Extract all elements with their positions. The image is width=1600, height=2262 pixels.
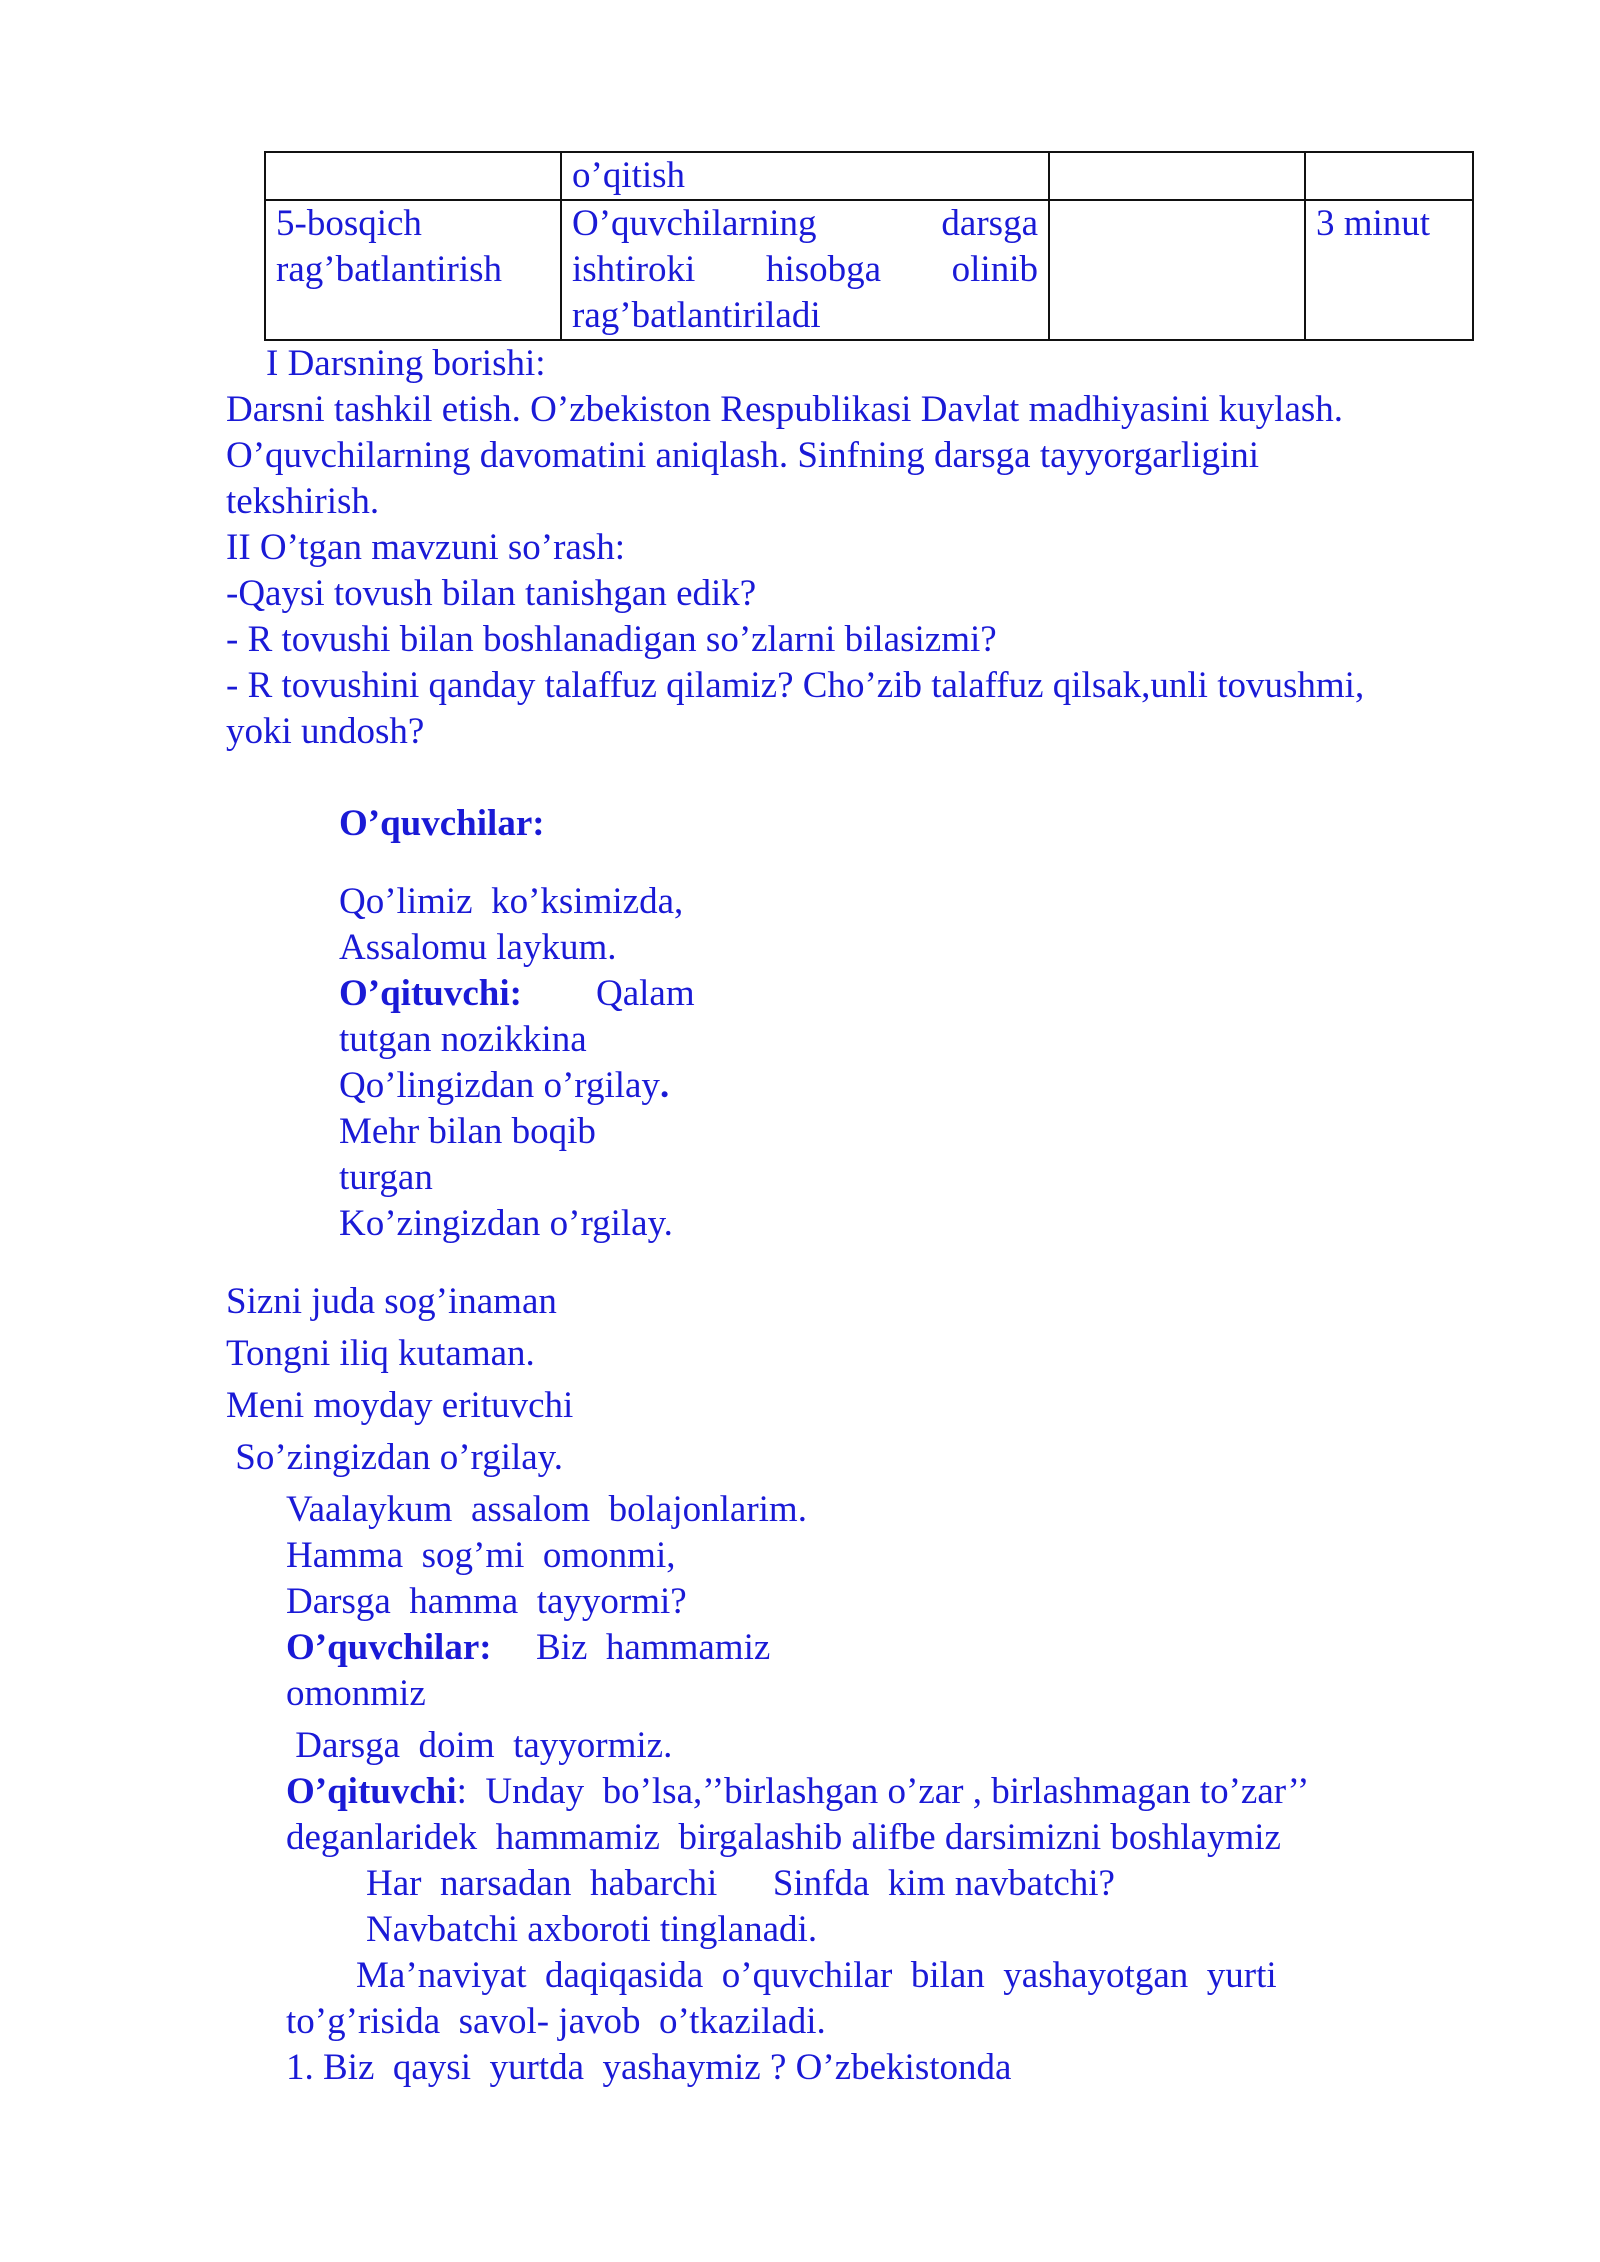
poem-line: turgan [339, 1157, 433, 1198]
teacher-text: : Unday bo’lsa,’’birlashgan o’zar , birlashmagan to’zar’’ [456, 1771, 1310, 1812]
poem-line: Sizni juda sog’inaman [226, 1281, 557, 1322]
stage-number: 5-bosqich [276, 203, 422, 244]
teacher-line [286, 1770, 1309, 1814]
poem-line: Darsga hamma tayyormi? [286, 1581, 687, 1622]
table-cell-stage [265, 152, 561, 200]
text-line: Ma’naviyat daqiqasida o’quvchilar bilan yashayotgan yurti [356, 1955, 1277, 1996]
poem-line: Qo’limiz ko’ksimizda, [339, 881, 684, 922]
section-heading: I Darsning borishi: [266, 343, 546, 384]
poem-line: Har narsadan habarchi Sinfda kim navbatchi? [366, 1863, 1115, 1904]
poem-line: Assalomu laykum. [339, 927, 617, 968]
question-line: 1. Biz qaysi yurtda yashaymiz ? O’zbekistonda [286, 2047, 1012, 2088]
poem-line [339, 1064, 669, 1108]
poem-line: Ko’zingizdan o’rgilay. [339, 1203, 673, 1244]
speaker-label: O’qituvchi: [339, 973, 522, 1014]
poem-line: Meni moyday erituvchi [226, 1385, 574, 1426]
description-word: darsga [941, 203, 1038, 244]
speaker-label: O’qituvchi [286, 1771, 457, 1812]
poem-line: Darsga doim tayyormiz. [286, 1725, 673, 1766]
table-cell-empty [1049, 200, 1305, 340]
description-word: ishtiroki [572, 249, 696, 290]
poem-period: . [659, 1065, 670, 1106]
table-row [265, 152, 1473, 200]
text-line: O’quvchilarning davomatini aniqlash. Sinfning darsga tayyorgarligini [226, 435, 1260, 476]
question-line: -Qaysi tovush bilan tanishgan edik? [226, 573, 757, 614]
text-line: tekshirish. [226, 481, 380, 522]
table-cell-time: 3 minut [1305, 200, 1473, 340]
poem-line: Vaalaykum assalom bolajonlarim. [286, 1489, 807, 1530]
poem-line: Qalam [596, 973, 695, 1014]
speaker-label: O’quvchilar: [286, 1627, 492, 1668]
table-cell-description: o’qitish [561, 152, 1049, 200]
description-word: O’quvchilarning [572, 203, 817, 244]
question-line: yoki undosh? [226, 711, 425, 752]
description-line [572, 247, 1038, 293]
speaker-label: O’quvchilar: [339, 803, 545, 844]
table-cell-time [1305, 152, 1473, 200]
poem-line: Mehr bilan boqib [339, 1111, 596, 1152]
stage-name: rag’batlantirish [276, 249, 503, 290]
table-cell-stage [265, 200, 561, 340]
question-line: - R tovushini qanday talaffuz qilamiz? Cho’zib talaffuz qilsak,unli tovushmi, [226, 665, 1365, 706]
poem-line: So’zingizdan o’rgilay. [226, 1437, 564, 1478]
poem-line: Tongni iliq kutaman. [226, 1333, 535, 1374]
table-cell-description [561, 200, 1049, 340]
text-line: to’g’risida savol- javob o’tkaziladi. [286, 2001, 826, 2042]
lesson-plan-table [264, 151, 1474, 341]
poem-line: omonmiz [286, 1673, 426, 1714]
poem-line: Hamma sog’mi omonmi, [286, 1535, 676, 1576]
section-heading: II O’tgan mavzuni so’rash: [226, 527, 626, 568]
question-line: - R tovushi bilan boshlanadigan so’zlarni bilasizmi? [226, 619, 997, 660]
poem-text: Qo’lingizdan o’rgilay [339, 1065, 660, 1106]
description-word: olinib [951, 249, 1038, 290]
description-word: hisobga [765, 249, 882, 290]
description-line: rag’batlantiriladi [572, 295, 821, 336]
poem-line: tutgan nozikkina [339, 1019, 587, 1060]
table-row [265, 200, 1473, 340]
poem-line: Biz hammamiz [536, 1627, 771, 1668]
text-line: Darsni tashkil etish. O’zbekiston Respublikasi Davlat madhiyasini kuylash. [226, 389, 1344, 430]
text-line: deganlaridek hammamiz birgalashib alifbe darsimizni boshlaymiz [286, 1817, 1281, 1858]
text-line: Navbatchi axboroti tinglanadi. [366, 1909, 818, 1950]
description-line [572, 201, 1038, 247]
table-cell-empty [1049, 152, 1305, 200]
